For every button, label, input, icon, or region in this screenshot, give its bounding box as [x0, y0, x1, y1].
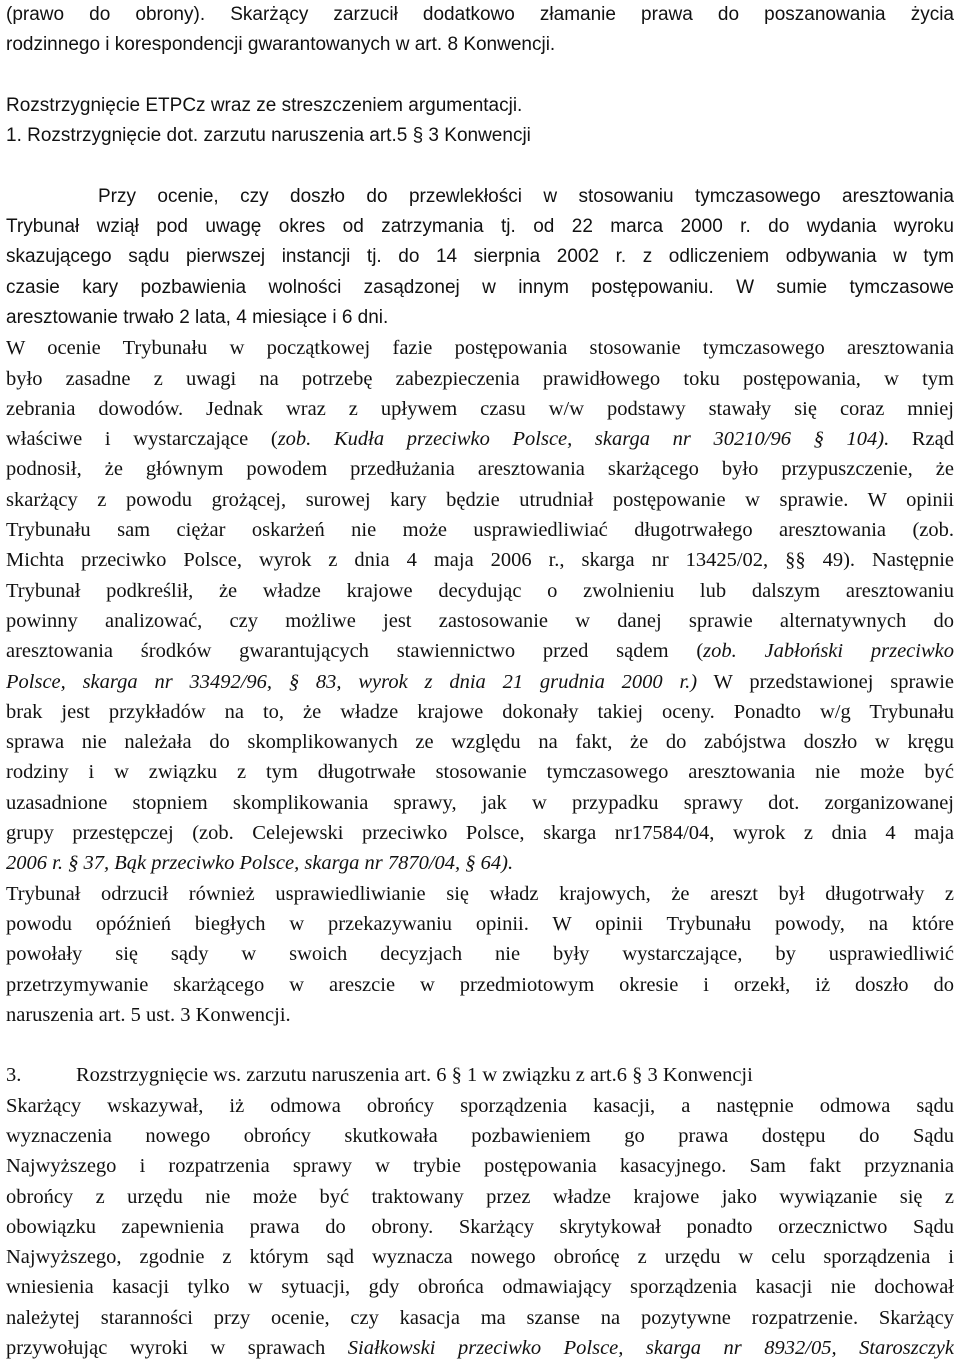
- text-line: Przy ocenie, czy doszło do przewlekłości w stosowaniu tymczasowego aresztowania: [98, 185, 954, 207]
- text-line: przywołując wyroki w sprawach Siałkowski przeciwko Polsce, skarga nr 8932/05, Staroszczyk: [6, 1337, 954, 1360]
- text-line: Trybunał odrzucił również usprawiedliwianie się władz krajowych, że areszt był długotrwały z: [6, 882, 954, 905]
- text-line: powodu opóźnień biegłych w przekazywaniu opinii. W opinii Trybunału powody, na które: [6, 912, 954, 935]
- text-line: Najwyższego i rozpatrzenia sprawy w trybie postępowania kasacyjnego. Sam fakt przyznania: [6, 1155, 954, 1178]
- case-citation: Polsce, skarga nr 33492/96, § 83, wyrok z dnia 21 grudnia 2000 r.): [6, 670, 698, 693]
- text-line: Trybunału sam ciężar oskarżeń nie może usprawiedliwiać długotrwałego aresztowania (zob.: [6, 519, 954, 542]
- text-line: (prawo do obrony). Skarżący zarzucił dodatkowo złamanie prawa do poszanowania życia: [6, 4, 954, 25]
- text-line: wyznaczenia nowego obrońcy skutkowała pozbawieniem go prawa dostępu do Sądu: [6, 1124, 954, 1147]
- text-line: aresztowania środków gwarantujących stawiennictwo przed sądem (zob. Jabłoński przeciwko: [6, 640, 954, 663]
- text-line: obrońcy z urzędu nie może być traktowany przez władze krajowe jako wywiązanie się z: [6, 1185, 954, 1208]
- text-line: rodziny i w związku z tym długotrwałe stosowanie tymczasowego aresztowania nie może być: [6, 761, 954, 784]
- text-line: 2006 r. § 37, Bąk przeciwko Polsce, skarga nr 7870/04, § 64).: [6, 852, 514, 875]
- text-line: W ocenie Trybunału w początkowej fazie postępowania stosowanie tymczasowego aresztowania: [6, 337, 954, 360]
- text-line: Trybunał wziął pod uwagę okres od zatrzymania tj. od 22 marca 2000 r. do wydania wyroku: [6, 216, 954, 238]
- text-line: Skarżący wskazywał, iż odmowa obrońcy sporządzenia kasacji, a następnie odmowa sądu: [6, 1094, 954, 1117]
- case-citation: zob. Jabłoński przeciwko: [703, 640, 954, 663]
- text-line: wniesienia kasacji tylko w sytuacji, gdy obrońca odmawiający sporządzenia kasacji nie dochował: [6, 1276, 954, 1299]
- text-line: właściwe i wystarczające (zob. Kudła przeciwko Polsce, skarga nr 30210/96 § 104). Rząd: [6, 428, 954, 451]
- blank-line: [6, 151, 954, 181]
- text-line: czasie kary pozbawienia wolności zasądzonej w innym postępowaniu. W sumie tymczasowe: [6, 276, 954, 298]
- text-line: skazującego sądu pierwszej instancji tj. do 14 sierpnia 2002 r. z odliczeniem odbywania w tym: [6, 246, 954, 268]
- text-line: Polsce, skarga nr 33492/96, § 83, wyrok z dnia 21 grudnia 2000 r.) W przedstawionej sprawie: [6, 670, 954, 693]
- text-line: rodzinnego i korespondencji gwarantowanych w art. 8 Konwencji.: [6, 34, 556, 56]
- case-citation: zob. Kudła przeciwko Polsce, skarga nr 30210/96 § 104).: [277, 428, 890, 451]
- text-line: grupy przestępczej (zob. Celejewski przeciwko Polsce, skarga nr17584/04, wyrok z dnia 4 maja: [6, 822, 954, 845]
- section-title: Rozstrzygnięcie ws. zarzutu naruszenia art. 6 § 1 w związku z art.6 § 3 Konwencji: [76, 1064, 753, 1087]
- text-line: naruszenia art. 5 ust. 3 Konwencji.: [6, 1003, 291, 1026]
- text-line: podnosił, że głównym powodem przedłużania aresztowania skarżącego było przypuszczenie, że: [6, 458, 954, 481]
- section-heading: [6, 1060, 954, 1090]
- text-line: Najwyższego, zgodnie z którym sąd wyznacza nowego obrońcę z urzędu w celu sporządzenia i: [6, 1246, 954, 1269]
- text-line: należytej staranności przy ocenie, czy kasacja ma szanse na pozytywne rozpatrzenie. Skarżący: [6, 1306, 954, 1329]
- text-line: Rozstrzygnięcie ETPCz wraz ze streszczeniem argumentacji.: [6, 94, 523, 116]
- case-citation: Siałkowski przeciwko Polsce, skarga nr 8932/05, Staroszczyk: [347, 1337, 954, 1360]
- text-line: uzasadnione stopniem skomplikowania sprawy, jak w przypadku sprawy dot. zorganizowanej: [6, 791, 954, 814]
- text-line: aresztowanie trwało 2 lata, 4 miesiące i 6 dni.: [6, 306, 389, 328]
- text-line: obowiązku zapewnienia prawa do obrony. Skarżący skrytykował ponadto orzecznictwo Sądu: [6, 1215, 954, 1238]
- section-number: 3.: [6, 1064, 22, 1087]
- text-line: skarżący z powodu grożącej, surowej kary będzie utrudniał postępowanie w sprawie. W opinii: [6, 488, 954, 511]
- text-line: przetrzymywanie skarżącego w areszcie w przedmiotowym okresie i orzekł, iż doszło do: [6, 973, 954, 996]
- text-line: zebrania dowodów. Jednak wraz z upływem czasu w/w podstawy stawały się coraz mniej: [6, 397, 954, 420]
- text-line: Michta przeciwko Polsce, wyrok z dnia 4 maja 2006 r., skarga nr 13425/02, §§ 49). Następnie: [6, 549, 954, 572]
- text-line: Trybunał podkreślił, że władze krajowe decydując o zwolnieniu lub dalszym aresztowaniu: [6, 579, 954, 602]
- text-line: było zasadne z uwagi na potrzebę zabezpieczenia prawidłowego toku postępowania, w tym: [6, 367, 954, 390]
- text-line: powołały się sądy w swoich decyzjach nie były wystarczające, by usprawiedliwić: [6, 943, 954, 966]
- text-line: brak jest przykładów na to, że władze krajowe dokonały takiej oceny. Ponadto w/g Trybunału: [6, 700, 954, 723]
- text-line: 1. Rozstrzygnięcie dot. zarzutu naruszenia art.5 § 3 Konwencji: [6, 125, 531, 147]
- text-line: powinny analizować, czy możliwe jest zastosowanie w danej sprawie alternatywnych do: [6, 609, 954, 632]
- blank-line: [6, 61, 954, 91]
- blank-line: [6, 1030, 954, 1060]
- text-line: sprawa nie należała do skomplikowanych ze względu na fakt, że do zabójstwa doszło w kręgu: [6, 731, 954, 754]
